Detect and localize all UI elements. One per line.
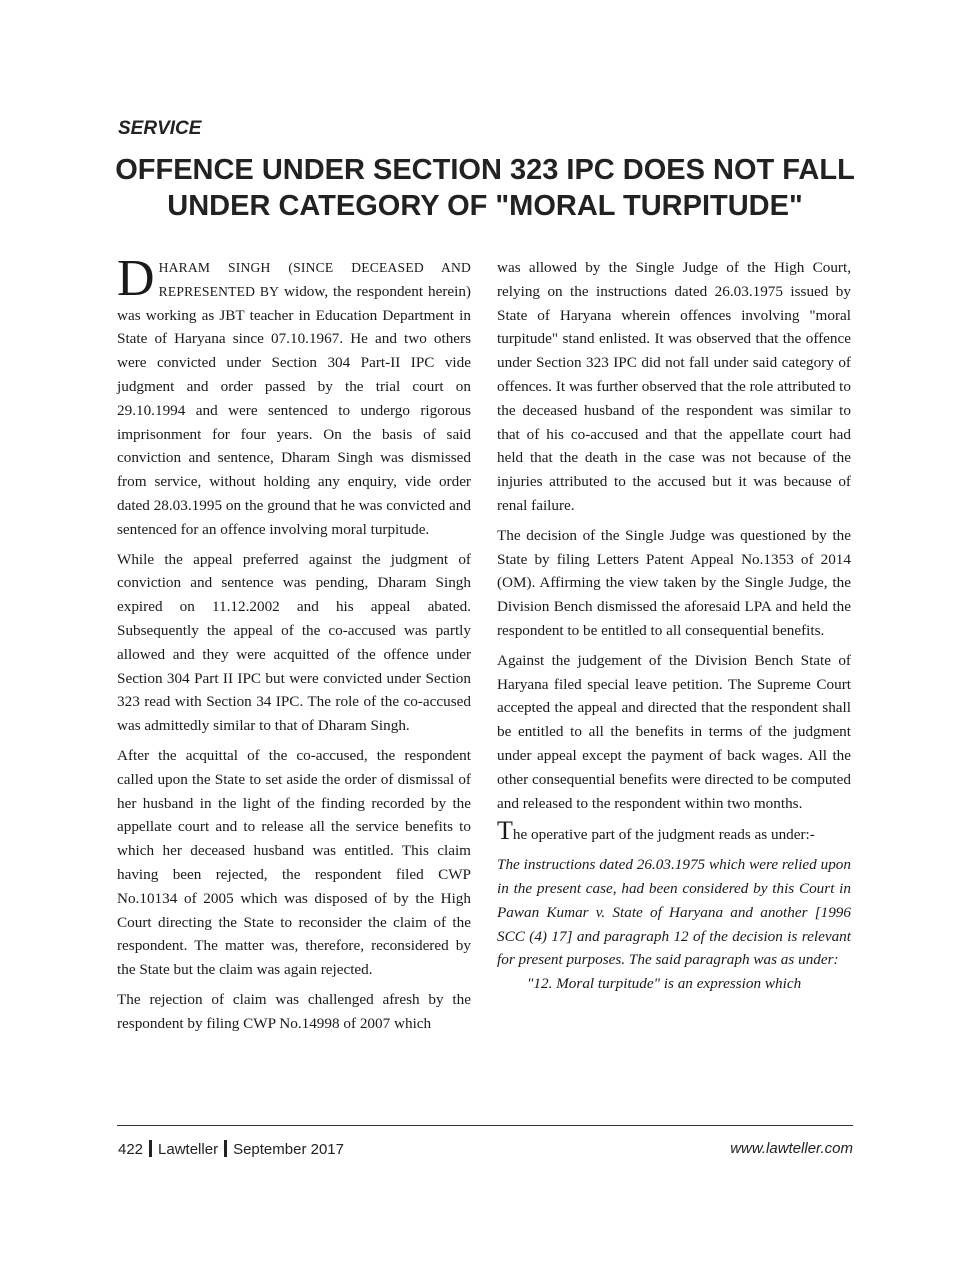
page-number: 422	[118, 1141, 144, 1158]
issue-date: September 2017	[233, 1141, 344, 1158]
footer-separator	[149, 1140, 152, 1157]
footer-rule	[117, 1125, 853, 1126]
page-footer	[118, 1140, 853, 1162]
article-headline	[100, 152, 870, 224]
right-column	[497, 256, 851, 1002]
paragraph: The rejection of claim was challenged afresh by the respondent by filing CWP No.14998 of 2007 which	[117, 990, 471, 1032]
left-column	[117, 250, 471, 1042]
publication-name: Lawteller	[158, 1141, 219, 1158]
paragraph: While the appeal preferred against the judgment of conviction and sentence was pending, Dharam Singh expired on 11.12.2002 and his appeal abated. Subsequently the appeal of the co-accused was partly allowed and they were acquitted of the offence under Section 304 Part II IPC but were convicted under Section 323 read with Section 34 IPC. The role of the co-accused was admittedly similar to that of Dharam Singh.	[117, 550, 471, 735]
initial-letter: T	[497, 816, 513, 846]
headline-line-2: UNDER CATEGORY OF "MORAL TURPITUDE"	[167, 190, 803, 222]
lead-in-caps: HARAM SINGH (SINCE DECEASED AND REPRESENTED BY	[158, 260, 471, 299]
paragraph: Against the judgement of the Division Bench State of Haryana filed special leave petition. The Supreme Court accepted the appeal and directed that the respondent shall be entitled to all the benefits in terms of the judgment under appeal except the payment of back wages. All the other consequential benefits were directed to be computed and released to the respondent within two months.	[497, 651, 851, 812]
website-link[interactable]: www.lawteller.com	[730, 1140, 853, 1157]
paragraph: After the acquittal of the co-accused, the respondent called upon the State to set aside the order of dismissal of her husband in the light of the finding recorded by the appellate court and to release all the service benefits to which her deceased husband was entitled. This claim having been rejected, the respondent filed CWP No.10134 of 2005 which was disposed of by the High Court directing the State to reconsider the claim of the respondent. The matter was, therefore, reconsidered by the State but the claim was again rejected.	[117, 746, 471, 979]
section-label: SERVICE	[118, 118, 202, 139]
headline-line-1: OFFENCE UNDER SECTION 323 IPC DOES NOT FALL	[115, 154, 855, 186]
quoted-text: "12. Moral turpitude" is an expression which	[527, 975, 802, 993]
drop-cap: D	[117, 250, 155, 307]
paragraph	[497, 816, 851, 847]
quoted-text: The instructions dated 26.03.1975 which were relied upon in the present case, had been considered by this Court in Pawan Kumar v. State of Haryana and another [1996 SCC (4) 17] and paragraph 12 of the decision is relevant for present purposes. The said paragraph was as under:	[497, 856, 851, 969]
paragraph: was allowed by the Single Judge of the High Court, relying on the instructions dated 26.03.1975 issued by State of Haryana wherein offences involving "moral turpitude" stand enlisted. It was observed that the offence under Section 323 IPC did not fall under said category of offences. It was further observed that the role attributed to the deceased husband of the respondent was similar to that of his co-accused and that the appellate court had held that the death in the case was not because of the injuries attributed to the accused but it was because of renal failure.	[497, 259, 851, 514]
paragraph-text: he operative part of the judgment reads as under:-	[512, 826, 815, 844]
paragraph: The decision of the Single Judge was questioned by the State by filing Letters Patent Appeal No.1353 of 2014 (OM). Affirming the view taken by the Single Judge, the Division Bench dismissed the aforesaid LPA and held the respondent to be entitled to all consequential benefits.	[497, 526, 851, 639]
paragraph-text: widow, the respondent herein) was working as JBT teacher in Education Department in State of Haryana since 07.10.1967. He and two others were convicted under Section 304 Part-II IPC vide judgment and order passed by the trial court on 29.10.1994 and were sentenced to undergo rigorous imprisonment for four years. On the basis of said conviction and sentence, Dharam Singh was dismissed from service, without holding any enquiry, vide order dated 28.03.1995 on the ground that he was convicted and sentenced for an offence involving moral turpitude.	[117, 282, 471, 538]
paragraph	[117, 250, 471, 542]
footer-separator	[224, 1140, 227, 1157]
